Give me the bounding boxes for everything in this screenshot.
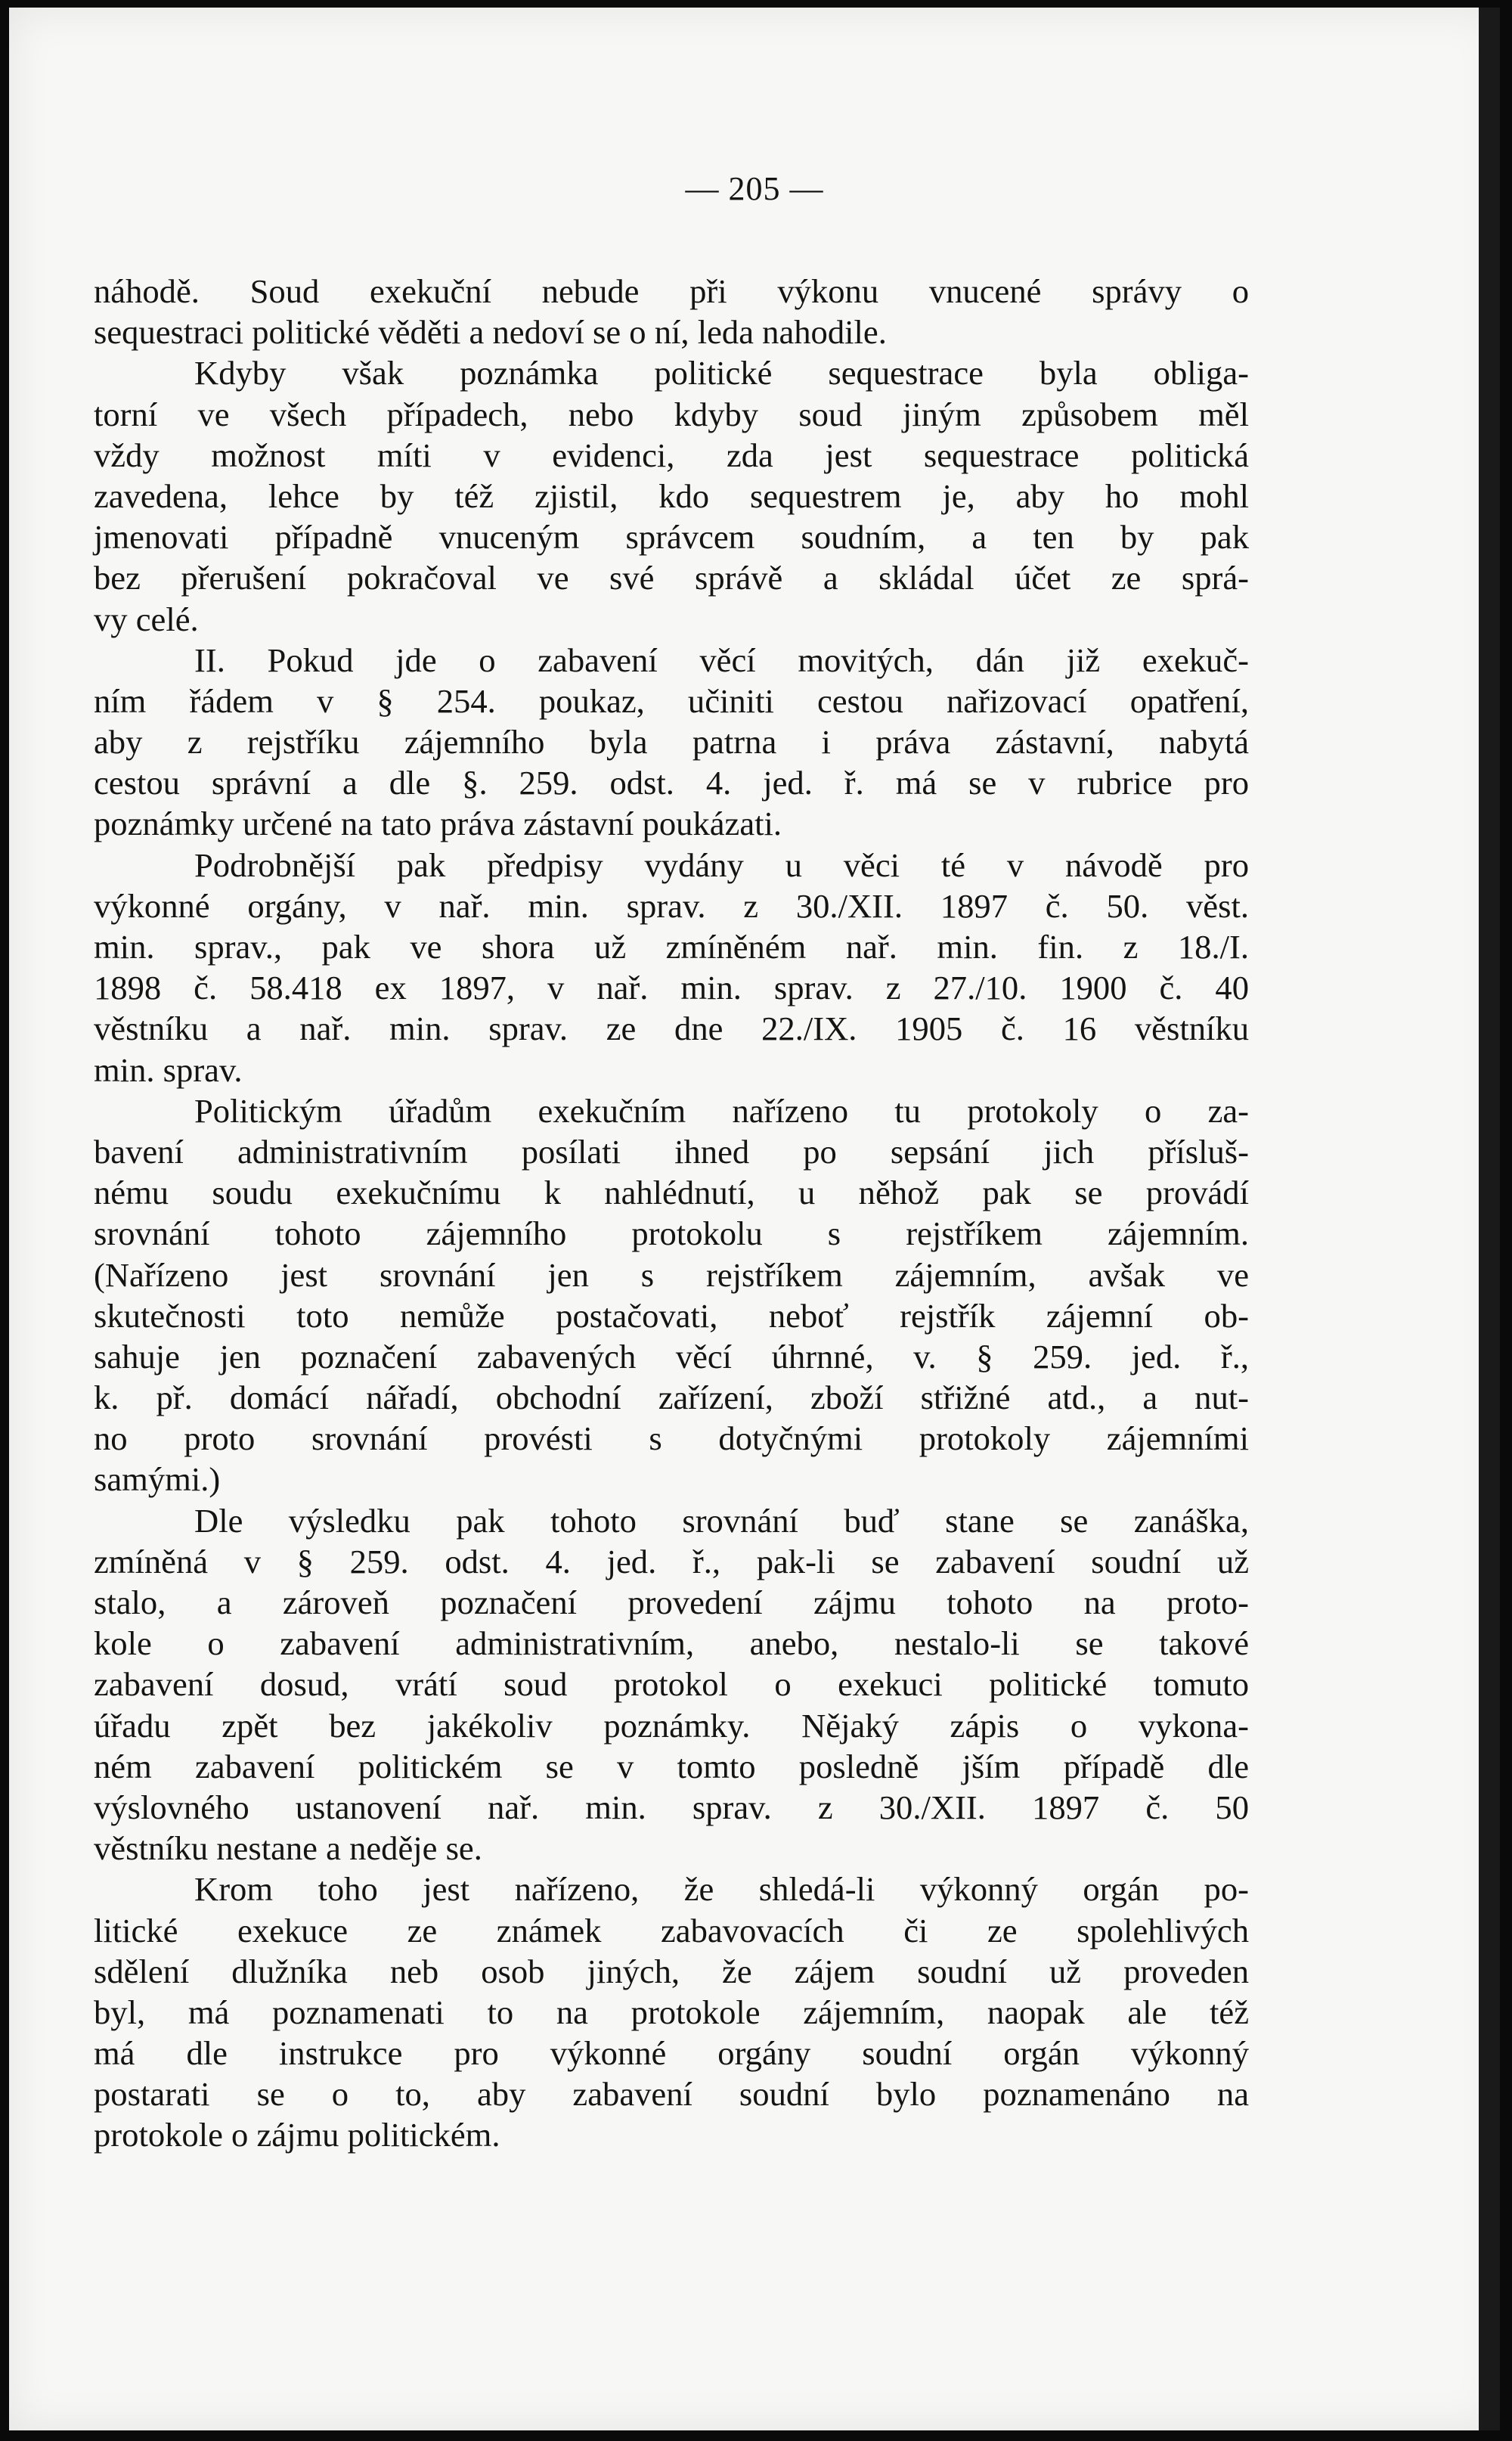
text-line: postarati se o to, aby zabavení soudní bylo poznamenáno na	[94, 2075, 1249, 2114]
text-line: min. sprav.	[94, 1050, 243, 1089]
text-line: věstníku nestane a neděje se.	[94, 1829, 482, 1868]
text-line: k. př. domácí nářadí, obchodní zařízení, zboží střižné atd., a nut-	[94, 1379, 1249, 1417]
page-edge-shadow	[1479, 8, 1500, 2430]
text-line: zabavení dosud, vrátí soud protokol o exekuci politické tomuto	[94, 1665, 1249, 1704]
text-line: II. Pokud jde o zabavení věcí movitých, dán již exekuč-	[194, 640, 1249, 679]
text-line: vy celé.	[94, 600, 199, 638]
text-line: 1898 č. 58.418 ex 1897, v nař. min. sprav. z 27./10. 1900 č. 40	[94, 969, 1249, 1007]
text-line: litické exekuce ze známek zabavovacích či ze spolehlivých	[94, 1911, 1249, 1949]
text-line: bavení administrativním posílati ihned po sepsání jich přísluš-	[94, 1132, 1249, 1171]
text-line: samými.)	[94, 1460, 221, 1499]
text-line: sequestraci politické věděti a nedoví se o ní, leda nahodile.	[94, 313, 887, 352]
text-line: skutečnosti toto nemůže postačovati, neboť rejstřík zájemní ob-	[94, 1296, 1249, 1335]
text-line: má dle instrukce pro výkonné orgány soudní orgán výkonný	[94, 2034, 1249, 2073]
text-line: bez přerušení pokračoval ve své správě a skládal účet ze sprá-	[94, 559, 1249, 597]
text-line: protokole o zájmu politickém.	[94, 2116, 500, 2154]
text-line: ném zabavení politickém se v tomto posledně jším případě dle	[94, 1747, 1249, 1785]
text-line: zmíněná v § 259. odst. 4. jed. ř., pak-li se zabavení soudní už	[94, 1542, 1249, 1580]
text-line: výslovného ustanovení nař. min. sprav. z 30./XII. 1897 č. 50	[94, 1788, 1249, 1826]
text-line: min. sprav., pak ve shora už zmíněném nař. min. fin. z 18./I.	[94, 928, 1249, 966]
text-line: (Nařízeno jest srovnání jen s rejstříkem zájemním, avšak ve	[94, 1255, 1249, 1294]
book-page	[9, 8, 1500, 2430]
text-line: no proto srovnání provésti s dotyčnými protokoly zájemními	[94, 1419, 1249, 1458]
text-line: ním řádem v § 254. poukaz, učiniti cestou nařizovací opatření,	[94, 681, 1249, 720]
text-line: sdělení dlužníka neb osob jiných, že zájem soudní už proveden	[94, 1952, 1249, 1990]
text-line: zavedena, lehce by též zjistil, kdo sequestrem je, aby ho mohl	[94, 476, 1249, 515]
text-line: Dle výsledku pak tohoto srovnání buď stane se zanáška,	[194, 1501, 1249, 1540]
text-line: náhodě. Soud exekuční nebude při výkonu vnucené správy o	[94, 272, 1249, 310]
text-line: kole o zabavení administrativním, anebo, nestalo-li se takové	[94, 1624, 1249, 1663]
text-line: torní ve všech případech, nebo kdyby soud jiným způsobem měl	[94, 395, 1249, 433]
text-line: Krom toho jest nařízeno, že shledá-li výkonný orgán po-	[194, 1870, 1249, 1909]
text-line: Kdyby však poznámka politické sequestrace byla obliga-	[194, 354, 1249, 392]
text-line: věstníku a nař. min. sprav. ze dne 22./IX. 1905 č. 16 věstníku	[94, 1010, 1249, 1048]
text-line: výkonné orgány, v nař. min. sprav. z 30./XII. 1897 č. 50. věst.	[94, 886, 1249, 925]
text-line: aby z rejstříku zájemního byla patrna i práva zástavní, nabytá	[94, 723, 1249, 761]
body-text	[94, 271, 1249, 2156]
text-line: srovnání tohoto zájemního protokolu s rejstříkem zájemním.	[94, 1214, 1249, 1253]
text-line: vždy možnost míti v evidenci, zda jest sequestrace politická	[94, 436, 1249, 474]
text-line: Politickým úřadům exekučním nařízeno tu protokoly o za-	[194, 1091, 1249, 1130]
text-line: úřadu zpět bez jakékoliv poznámky. Nějaký zápis o vykona-	[94, 1706, 1249, 1745]
text-line: cestou správní a dle §. 259. odst. 4. jed. ř. má se v rubrice pro	[94, 764, 1249, 802]
text-line: sahuje jen poznačení zabavených věcí úhrnné, v. § 259. jed. ř.,	[94, 1337, 1249, 1376]
text-line: Podrobnější pak předpisy vydány u věci té v návodě pro	[194, 845, 1249, 884]
page-number: — 205 —	[685, 170, 824, 207]
text-line: poznámky určené na tato práva zástavní poukázati.	[94, 805, 782, 843]
text-line: stalo, a zároveň poznačení provedení zájmu tohoto na proto-	[94, 1583, 1249, 1621]
text-line: nému soudu exekučnímu k nahlédnutí, u něhož pak se provádí	[94, 1174, 1249, 1212]
text-line: jmenovati případně vnuceným správcem soudním, a ten by pak	[94, 518, 1249, 557]
text-line: byl, má poznamenati to na protokole zájemním, naopak ale též	[94, 1993, 1249, 2031]
